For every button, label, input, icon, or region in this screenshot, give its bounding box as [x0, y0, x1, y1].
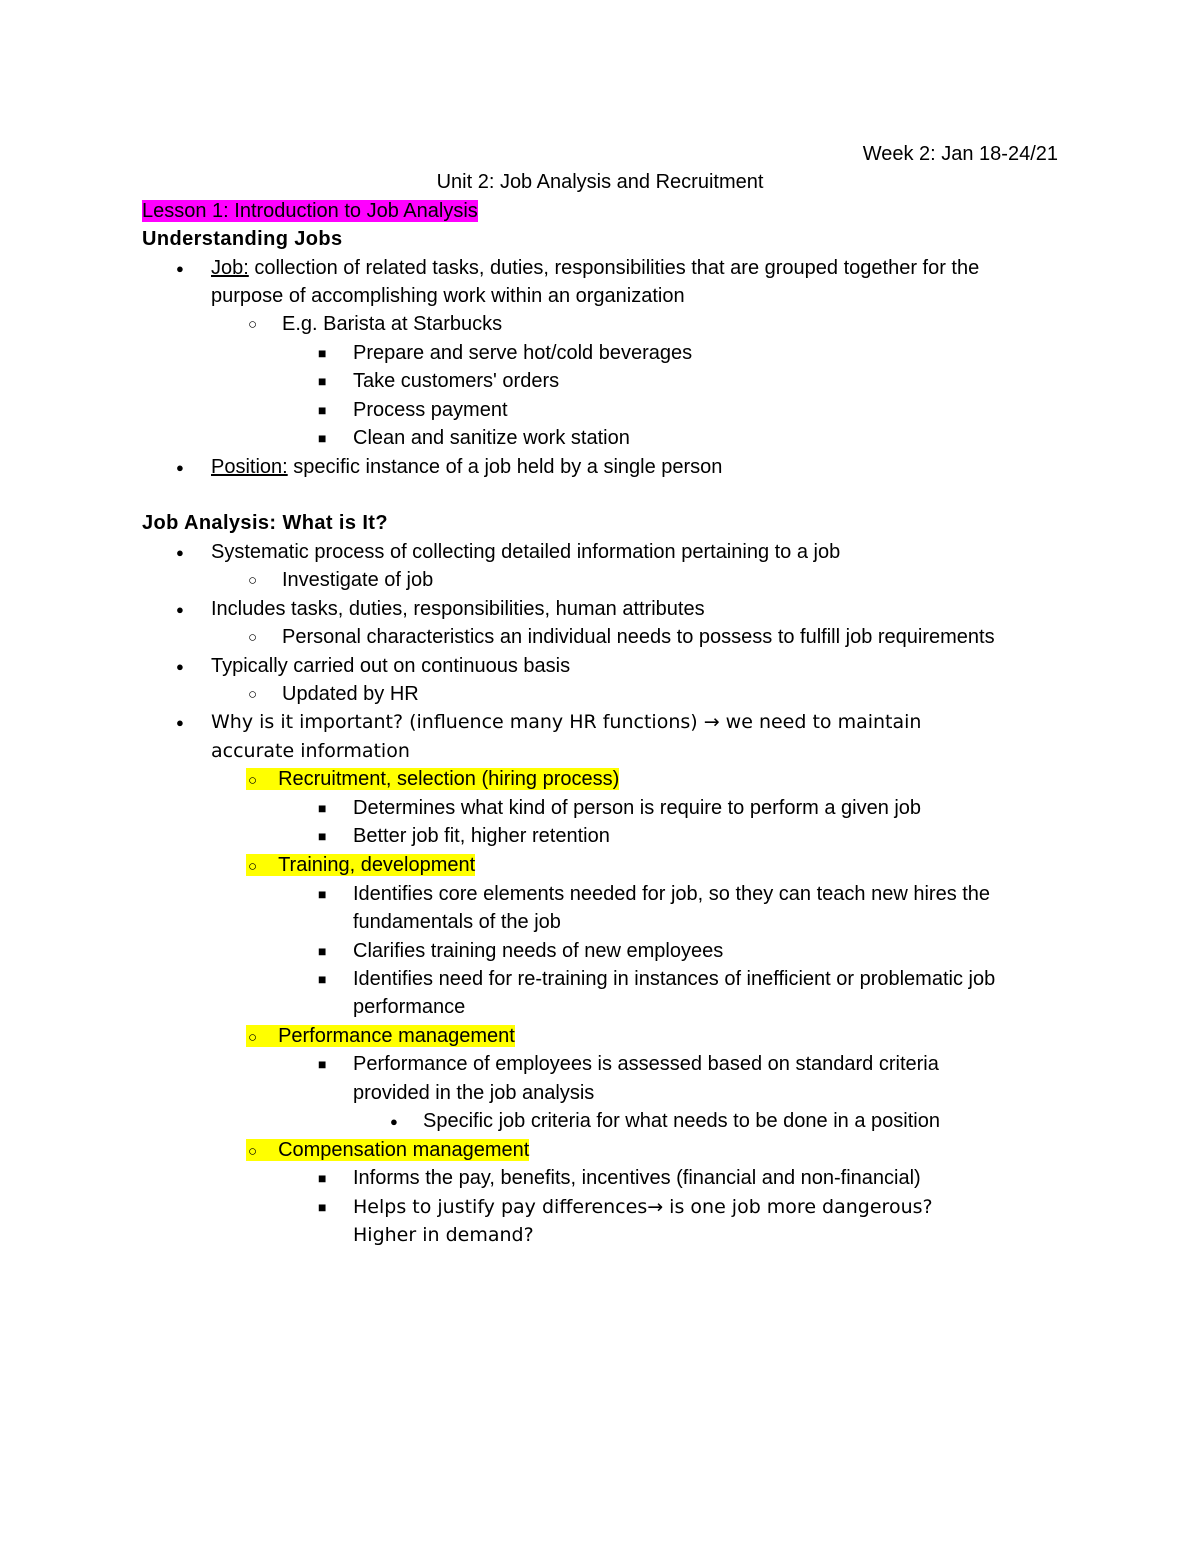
week-label: Week 2: Jan 18-24/21 [862, 143, 1058, 165]
bullet-square-icon: ■ [318, 828, 327, 844]
training-heading [246, 852, 475, 880]
list-sub-item: Updated by HR [282, 683, 419, 705]
bullet-square-icon: ■ [318, 971, 327, 987]
bullet-square-icon: ■ [318, 800, 327, 816]
bullet-square-icon: ■ [318, 430, 327, 446]
list-sub-item: Investigate of job [282, 569, 434, 591]
bullet-circle-icon: ○ [248, 316, 258, 333]
training-label: Training, development [278, 854, 476, 876]
bullet-disc-icon: ● [390, 1114, 398, 1129]
training-item: Identifies need for re-training in instances of inefficient or problematic job [353, 968, 996, 990]
compensation-highlight [246, 1139, 529, 1161]
recruitment-heading [246, 766, 619, 794]
list-item: Typically carried out on continuous basis [211, 655, 571, 677]
training-highlight [246, 854, 475, 876]
lesson-highlight: Lesson 1: Introduction to Job Analysis [142, 200, 478, 222]
training-item: Clarifies training needs of new employees [353, 940, 724, 962]
bullet-disc-icon: ● [176, 261, 184, 276]
bullet-square-icon: ■ [318, 943, 327, 959]
heading-job-analysis: Job Analysis: What is It? [142, 512, 388, 534]
example-sub-item: Clean and sanitize work station [353, 427, 630, 449]
recruitment-label: Recruitment, selection (hiring process) [278, 768, 620, 790]
bullet-disc-icon: ● [176, 602, 184, 617]
bullet-circle-icon: ○ [248, 572, 258, 589]
bullet-square-icon: ■ [318, 886, 327, 902]
bullet-circle-icon: ○ [248, 1143, 258, 1160]
recruitment-item: Better job fit, higher retention [353, 825, 610, 847]
position-def: specific instance of a job held by a single person [287, 456, 723, 478]
compensation-item-cont: Higher in demand? [353, 1224, 534, 1246]
bullet-square-icon: ■ [318, 402, 327, 418]
recruitment-item: Determines what kind of person is require to perform a given job [353, 797, 922, 819]
bullet-square-icon: ■ [318, 1056, 327, 1072]
importance-line1: Why is it important? (influence many HR functions) → we need to maintain [211, 711, 922, 733]
performance-label: Performance management [278, 1025, 515, 1047]
job-definition [211, 255, 979, 282]
bullet-square-icon: ■ [318, 373, 327, 389]
bullet-circle-icon: ○ [248, 772, 258, 789]
performance-heading [246, 1023, 515, 1051]
job-def-line1: collection of related tasks, duties, responsibilities that are grouped together for the [248, 257, 980, 279]
bullet-disc-icon: ● [176, 659, 184, 674]
unit-title: Unit 2: Job Analysis and Recruitment [436, 171, 764, 193]
list-item: Systematic process of collecting detailed information pertaining to a job [211, 541, 841, 563]
compensation-item: Informs the pay, benefits, incentives (financial and non-financial) [353, 1167, 921, 1189]
compensation-heading [246, 1137, 529, 1165]
bullet-disc-icon: ● [176, 545, 184, 560]
bullet-circle-icon: ○ [248, 629, 258, 646]
list-item: Includes tasks, duties, responsibilities, human attributes [211, 598, 705, 620]
recruitment-highlight [246, 768, 619, 790]
training-item-cont: performance [353, 996, 466, 1018]
job-def-line2: purpose of accomplishing work within an organization [211, 285, 685, 307]
training-item-cont: fundamentals of the job [353, 911, 561, 933]
heading-understanding-jobs: Understanding Jobs [142, 228, 343, 250]
example-sub-item: Prepare and serve hot/cold beverages [353, 342, 693, 364]
position-definition [211, 454, 722, 481]
bullet-disc-icon: ● [176, 715, 184, 730]
lesson-title [142, 198, 478, 225]
example-sub-item: Take customers' orders [353, 370, 560, 392]
bullet-square-icon: ■ [318, 1170, 327, 1186]
compensation-label: Compensation management [278, 1139, 530, 1161]
performance-sub-item: Specific job criteria for what needs to be done in a position [423, 1110, 940, 1132]
bullet-circle-icon: ○ [248, 858, 258, 875]
bullet-circle-icon: ○ [248, 686, 258, 703]
bullet-disc-icon: ● [176, 460, 184, 475]
performance-highlight [246, 1025, 515, 1047]
bullet-square-icon: ■ [318, 345, 327, 361]
bullet-square-icon: ■ [318, 1199, 327, 1215]
importance-line2: accurate information [211, 740, 410, 762]
performance-item-cont: provided in the job analysis [353, 1082, 595, 1104]
example-sub-item: Process payment [353, 399, 508, 421]
performance-item: Performance of employees is assessed based on standard criteria [353, 1053, 939, 1075]
compensation-item: Helps to justify pay differences→ is one job more dangerous? [353, 1196, 933, 1218]
list-sub-item: Personal characteristics an individual needs to possess to fulfill job requirements [282, 626, 995, 648]
job-term: Job: [211, 257, 249, 279]
position-term: Position: [211, 456, 288, 478]
example-item: E.g. Barista at Starbucks [282, 313, 503, 335]
training-item: Identifies core elements needed for job, so they can teach new hires the [353, 883, 991, 905]
bullet-circle-icon: ○ [248, 1029, 258, 1046]
